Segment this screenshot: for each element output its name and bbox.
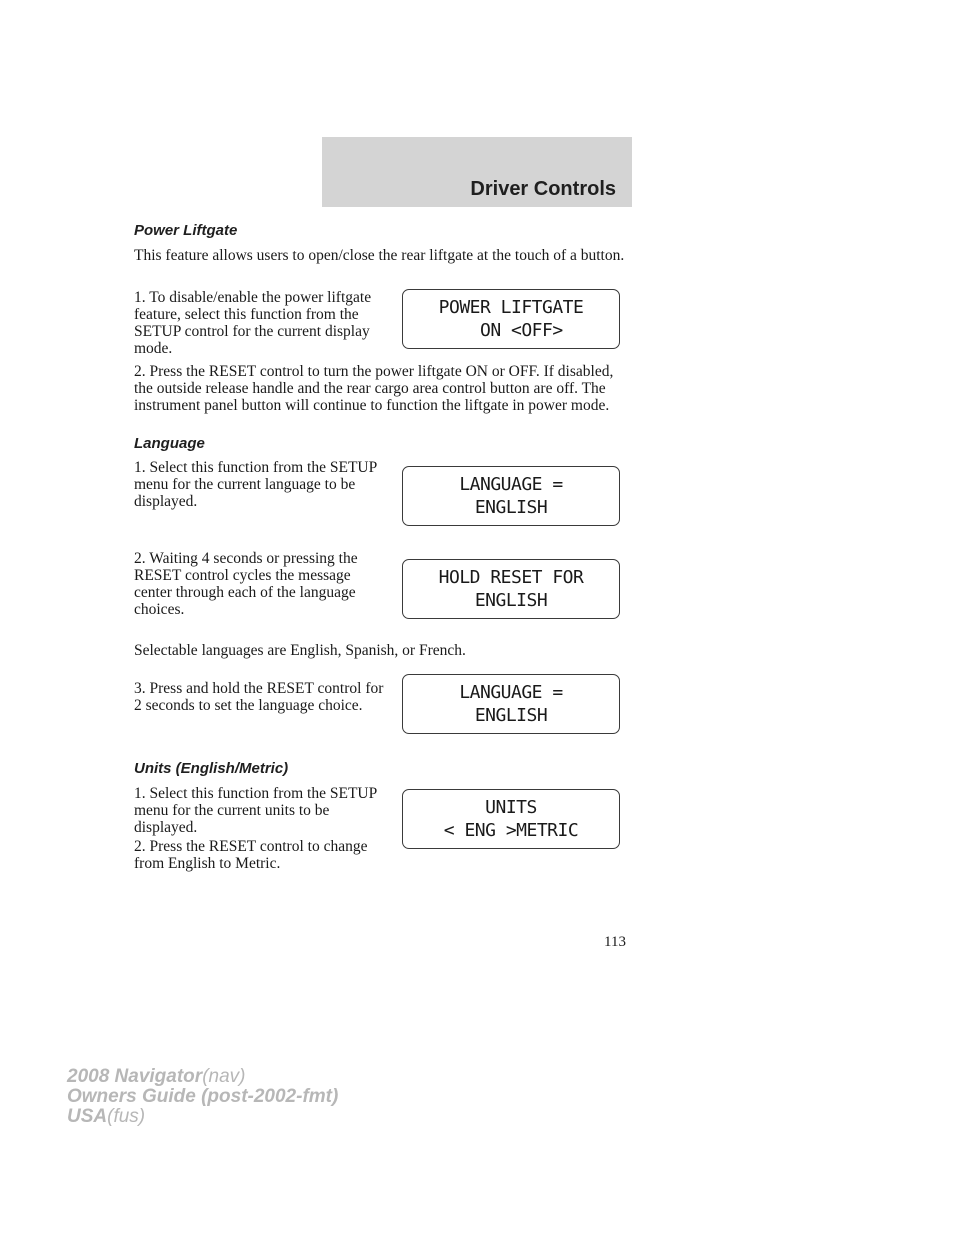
footer-model-code: (nav) (202, 1066, 246, 1087)
lcd-line2: ENGLISH (474, 705, 548, 726)
language-step2: 2. Waiting 4 seconds or pressing the RESET control cycles the message center through each of the language choices. (134, 550, 358, 618)
language-display-3 (402, 674, 620, 734)
footer-model: 2008 Navigator (67, 1066, 203, 1087)
header-band (322, 137, 632, 207)
lcd-line1: UNITS (485, 797, 537, 818)
language-step3: 3. Press and hold the RESET control for 2 seconds to set the language choice. (134, 680, 384, 714)
page-number: 113 (604, 934, 626, 950)
heading-language: Language (134, 435, 205, 452)
lcd-line2: < ENG >METRIC (443, 820, 579, 841)
power-liftgate-display (402, 289, 620, 349)
lcd-line2: ENGLISH (474, 590, 548, 611)
lcd-line2: ON <OFF> (459, 320, 563, 341)
lcd-line2: ENGLISH (474, 497, 548, 518)
language-note: Selectable languages are English, Spanish, or French. (134, 642, 466, 659)
language-step1: 1. Select this function from the SETUP menu for the current language to be displayed. (134, 459, 377, 510)
footer-region-code: (fus) (107, 1106, 146, 1127)
lcd-line1: LANGUAGE = (459, 682, 563, 703)
language-display-2 (402, 559, 620, 619)
page-section-title: Driver Controls (470, 178, 616, 200)
power-liftgate-step1: 1. To disable/enable the power liftgate feature, select this function from the SETUP control for the current display mode. (134, 289, 372, 357)
heading-units: Units (English/Metric) (134, 760, 289, 777)
footer-guide: Owners Guide (post-2002-fmt) (67, 1086, 339, 1107)
language-display-1 (402, 466, 620, 526)
power-liftgate-step2: 2. Press the RESET control to turn the power liftgate ON or OFF. If disabled, the outside release handle and the rear cargo area control button are off. The instrument panel button will continue to function the liftgate in power mode. (134, 363, 614, 414)
power-liftgate-intro: This feature allows users to open/close the rear liftgate at the touch of a button. (134, 247, 625, 264)
footer-imprint (67, 1067, 338, 1127)
lcd-line1: LANGUAGE = (459, 474, 563, 495)
lcd-line1: HOLD RESET FOR (438, 567, 584, 588)
units-step1: 1. Select this function from the SETUP menu for the current units to be displayed. (134, 785, 377, 836)
units-step2: 2. Press the RESET control to change from English to Metric. (134, 838, 368, 872)
footer-region: USA (67, 1106, 108, 1127)
lcd-line1: POWER LIFTGATE (438, 297, 584, 318)
units-display (402, 789, 620, 849)
heading-power-liftgate: Power Liftgate (134, 222, 238, 239)
